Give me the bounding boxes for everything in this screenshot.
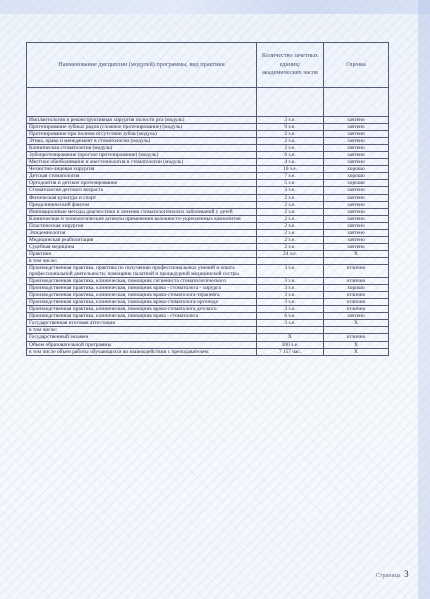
units-cell: 3 з.е.	[257, 306, 324, 313]
units-cell: 3 з.е.	[257, 285, 324, 292]
table-row	[27, 257, 389, 264]
grade-cell: зачтено	[324, 145, 389, 152]
discipline-cell: Государственная итоговая аттестация	[27, 320, 257, 327]
units-cell: 2 з.е.	[257, 222, 324, 229]
table-header-row	[27, 43, 389, 88]
units-cell	[257, 327, 324, 334]
grade-cell: отлично	[324, 306, 389, 313]
grade-cell: X	[324, 348, 389, 355]
discipline-cell: в том числе:	[27, 257, 257, 264]
units-cell: 2 з.е.	[257, 215, 324, 222]
table-row	[27, 138, 389, 145]
grade-cell: хорошо	[324, 180, 389, 187]
grade-cell	[324, 327, 389, 334]
discipline-cell: Зубопротезирование (простое протезирование) (модуль)	[27, 152, 257, 159]
table-row	[27, 299, 389, 306]
units-cell: X	[257, 334, 324, 341]
grade-cell: зачтено	[324, 229, 389, 236]
units-cell: 2 з.е.	[257, 138, 324, 145]
units-cell: 3 з.е.	[257, 278, 324, 285]
discipline-cell: Государственный экзамен	[27, 334, 257, 341]
units-cell: 6 з.е.	[257, 313, 324, 320]
table-row	[27, 215, 389, 222]
grade-cell: X	[324, 250, 389, 257]
discipline-cell: Имплантология и реконструктивная хирургия полости рта (модуль)	[27, 117, 257, 124]
discipline-cell: Производственная практика, клиническая, помощник врача - стоматолога	[27, 313, 257, 320]
table-row	[27, 187, 389, 194]
grade-cell: хорошо	[324, 285, 389, 292]
units-cell: 7 з.е.	[257, 173, 324, 180]
grade-cell: X	[324, 320, 389, 327]
units-cell: 16 з.е.	[257, 166, 324, 173]
units-cell: 4 з.е.	[257, 159, 324, 166]
discipline-cell: Медицинская реабилитация	[27, 236, 257, 243]
grades-table	[26, 42, 389, 356]
grade-cell: отлично	[324, 334, 389, 341]
discipline-cell: Этика, право и менеджмент в стоматологии (модуль)	[27, 138, 257, 145]
discipline-cell: Пластическая хирургия	[27, 222, 257, 229]
units-cell: 2 з.е.	[257, 243, 324, 250]
units-cell: 2 з.е.	[257, 131, 324, 138]
discipline-cell: Судебная медицина	[27, 243, 257, 250]
page-label: Страница	[376, 573, 401, 579]
table-row	[27, 159, 389, 166]
units-cell: 9 з.е.	[257, 124, 324, 131]
discipline-cell: Протезирование при полном отсутствии зубов (модуль)	[27, 131, 257, 138]
grade-cell: зачтено	[324, 194, 389, 201]
grade-cell: отлично	[324, 299, 389, 306]
grade-cell: отлично	[324, 264, 389, 277]
decorative-top-band	[0, 0, 430, 14]
discipline-cell: Производственная практика, клиническая, помощник врача-стоматолога детского	[27, 306, 257, 313]
grade-cell: зачтено	[324, 236, 389, 243]
table-row	[27, 194, 389, 201]
units-cell	[257, 257, 324, 264]
table-row	[27, 243, 389, 250]
discipline-cell: Производственная практика, клиническая, помощник гигиениста стоматологического	[27, 278, 257, 285]
grade-cell	[324, 257, 389, 264]
units-cell: 3 з.е.	[257, 264, 324, 277]
units-cell: 7 157 час.	[257, 348, 324, 355]
table-row	[27, 306, 389, 313]
discipline-cell: Стоматология детского возраста	[27, 187, 257, 194]
table-row	[27, 166, 389, 173]
grade-cell: зачтено	[324, 243, 389, 250]
grade-cell: зачтено	[324, 159, 389, 166]
table-row	[27, 334, 389, 341]
discipline-cell: Физическая культура и спорт	[27, 194, 257, 201]
discipline-cell: Производственная практика, практика по получению профессиональных умений и опыта профессиональной деятельности, помощник палатной и процедурной медицинской сестры	[27, 264, 257, 277]
page-number-value: 3	[404, 569, 409, 579]
discipline-cell: Инновационные методы диагностики и лечения стоматологических заболеваний у детей	[27, 208, 257, 215]
table-row	[27, 117, 389, 124]
column-header-discipline: Наименование дисциплин (модулей) программы, вид практики	[27, 43, 257, 88]
table-row	[27, 236, 389, 243]
table-row	[27, 250, 389, 257]
discipline-cell: Предклинический фантом	[27, 201, 257, 208]
grade-cell: зачтено	[324, 131, 389, 138]
discipline-cell: Местное обезболивание и анестезиология в стоматологии (модуль)	[27, 159, 257, 166]
units-cell: 2 з.е.	[257, 229, 324, 236]
table-row	[27, 124, 389, 131]
discipline-cell: Производственная практика, клиническая, помощник врача-стоматолога-терапевта	[27, 292, 257, 299]
table-row	[27, 320, 389, 327]
grade-cell: хорошо	[324, 166, 389, 173]
units-cell: 3 з.е.	[257, 299, 324, 306]
table-row	[27, 173, 389, 180]
table-row	[27, 152, 389, 159]
discipline-cell: Эпидемиология	[27, 229, 257, 236]
discipline-cell: Объем образовательной программы	[27, 341, 257, 348]
table-row	[27, 278, 389, 285]
discipline-cell: в том числе объем работы обучающихся во взаимодействии с преподавателем:	[27, 348, 257, 355]
discipline-cell: Производственная практика, клиническая, помощник врача - стоматолога - хирурга	[27, 285, 257, 292]
discipline-cell: Детская стоматология	[27, 173, 257, 180]
units-cell: 3 з.е.	[257, 187, 324, 194]
units-cell: 24 з.е.	[257, 250, 324, 257]
discipline-cell: Клиническая стоматология (модуль)	[27, 145, 257, 152]
discipline-cell: Клинические и технологические аспекты применения волокнисто-укрепленных композитов	[27, 215, 257, 222]
grade-cell: зачтено	[324, 124, 389, 131]
table-row	[27, 313, 389, 320]
units-cell: 300 з.е.	[257, 341, 324, 348]
grade-cell: X	[324, 341, 389, 348]
table-row	[27, 208, 389, 215]
grade-cell: зачтено	[324, 138, 389, 145]
page-number	[376, 569, 409, 579]
blank-row	[27, 88, 389, 117]
table-row	[27, 348, 389, 355]
table-row	[27, 229, 389, 236]
units-cell: 6 з.е.	[257, 152, 324, 159]
units-cell: 2 з.е.	[257, 145, 324, 152]
discipline-cell: Производственная практика, клиническая, помощник врача-стоматолога-ортопеда	[27, 299, 257, 306]
grade-cell: зачтено	[324, 215, 389, 222]
table-row	[27, 341, 389, 348]
discipline-cell: Ортодонтия и детское протезирование	[27, 180, 257, 187]
table-row	[27, 180, 389, 187]
column-header-units: Количество зачетных единиц/ академических часов	[257, 43, 324, 88]
units-cell: 3 з.е.	[257, 320, 324, 327]
table-row	[27, 264, 389, 277]
table-row	[27, 327, 389, 334]
discipline-cell: Практики	[27, 250, 257, 257]
units-cell: 2 з.е.	[257, 208, 324, 215]
grade-cell: отлично	[324, 292, 389, 299]
grade-cell: зачтено	[324, 187, 389, 194]
units-cell: 2 з.е.	[257, 194, 324, 201]
table-row	[27, 145, 389, 152]
discipline-cell: Протезирование зубных рядов (сложное протезирование) (модуль)	[27, 124, 257, 131]
units-cell: 3 з.е.	[257, 117, 324, 124]
units-cell: 2 з.е.	[257, 201, 324, 208]
grade-cell: зачтено	[324, 313, 389, 320]
decorative-right-band	[418, 0, 430, 599]
grade-cell: зачтено	[324, 117, 389, 124]
table-row	[27, 201, 389, 208]
units-cell: 2 з.е.	[257, 236, 324, 243]
table-row	[27, 285, 389, 292]
discipline-cell: Челюстно-лицевая хирургия	[27, 166, 257, 173]
column-header-grade: Оценка	[324, 43, 389, 88]
grade-cell: зачтено	[324, 222, 389, 229]
units-cell: 5 з.е.	[257, 180, 324, 187]
grade-cell: отлично	[324, 278, 389, 285]
grade-cell: зачтено	[324, 208, 389, 215]
grade-cell: зачтено	[324, 201, 389, 208]
grade-cell: зачтено	[324, 152, 389, 159]
table-row	[27, 222, 389, 229]
units-cell: 3 з.е.	[257, 292, 324, 299]
table-row	[27, 131, 389, 138]
grades-table-container	[26, 42, 388, 552]
grade-cell: хорошо	[324, 173, 389, 180]
table-row	[27, 292, 389, 299]
discipline-cell: в том числе:	[27, 327, 257, 334]
